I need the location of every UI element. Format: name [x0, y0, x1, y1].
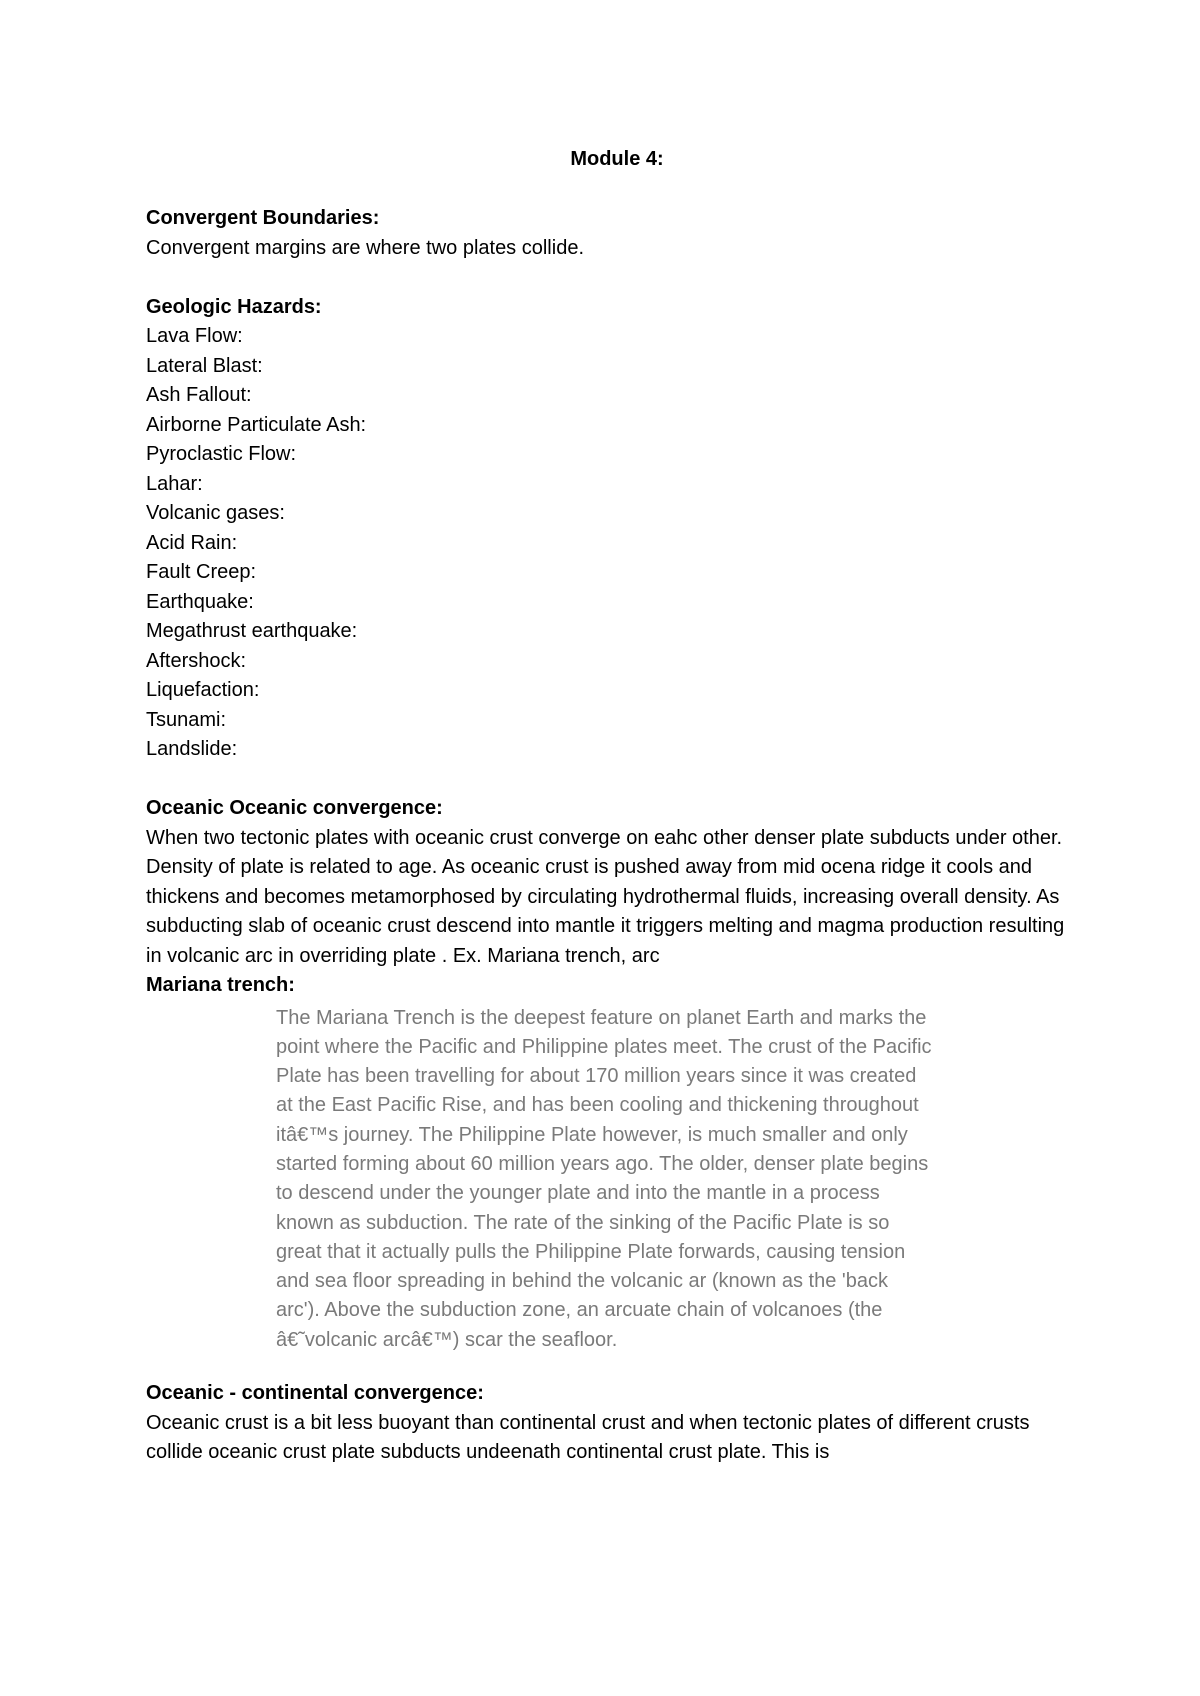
- hazard-item: Ash Fallout:: [146, 384, 252, 406]
- spacer: [146, 263, 1066, 293]
- convergent-boundaries-heading: Convergent Boundaries:: [146, 207, 380, 229]
- hazard-item: Megathrust earthquake:: [146, 620, 358, 642]
- convergent-boundaries-section: [146, 204, 1066, 263]
- geologic-hazards-heading: Geologic Hazards:: [146, 295, 322, 318]
- hazard-item: Earthquake:: [146, 590, 254, 613]
- geologic-hazards-section: [146, 293, 1066, 765]
- hazard-item: Landslide:: [146, 738, 238, 760]
- oceanic-continental-text: Oceanic crust is a bit less buoyant than continental crust and when tectonic plates of different crusts collide oceanic crust plate subducts undeenath continental crust plate. This is: [146, 1411, 1030, 1464]
- hazard-item: Acid Rain:: [146, 531, 238, 554]
- document-content: [146, 145, 1066, 1468]
- mariana-trench-quote: The Mariana Trench is the deepest feature on planet Earth and marks the point where the Pacific and Philippine plates meet. The crust of the Pacific Plate has been travelling for about 170 million years since it was created at the East Pacific Rise, and has been cooling and thickening throughout itâ€™s journey. The Philippine Plate however, is much smaller and only started forming about 60 million years ago. The older, denser plate begins to descend under the younger plate and into the mantle in a process known as subduction. The rate of the sinking of the Pacific Plate is so great that it actually pulls the Philippine Plate forwards, causing tension and sea floor spreading in behind the volcanic ar (known as the 'back arc'). Above the subduction zone, an arcuate chain of volcanoes (the â€˜volcanic arcâ€™) scar the seafloor.: [276, 1006, 932, 1351]
- convergent-boundaries-text: Convergent margins are where two plates collide.: [146, 236, 584, 259]
- mariana-trench-section: [146, 971, 1066, 1355]
- mariana-trench-heading: Mariana trench:: [146, 974, 295, 996]
- hazard-item: Liquefaction:: [146, 679, 260, 701]
- hazard-item: Tsunami:: [146, 708, 227, 731]
- hazard-item: Fault Creep:: [146, 561, 257, 583]
- spacer: [146, 765, 1066, 795]
- hazard-item: Aftershock:: [146, 649, 247, 672]
- page-title: Module 4:: [570, 148, 664, 170]
- hazard-item: Lava Flow:: [146, 325, 243, 347]
- spacer: [146, 1355, 1066, 1379]
- hazard-item: Lateral Blast:: [146, 354, 263, 377]
- oceanic-continental-heading: Oceanic - continental convergence:: [146, 1382, 484, 1405]
- spacer: [146, 175, 1066, 205]
- oceanic-oceanic-heading: Oceanic Oceanic convergence:: [146, 797, 443, 819]
- oceanic-continental-section: [146, 1379, 1066, 1468]
- hazard-item: Pyroclastic Flow:: [146, 443, 297, 465]
- hazard-item: Airborne Particulate Ash:: [146, 413, 367, 436]
- hazard-list: [146, 322, 1066, 765]
- hazard-item: Volcanic gases:: [146, 502, 285, 524]
- oceanic-oceanic-text: When two tectonic plates with oceanic crust converge on eahc other denser plate subducts under other. Density of plate is related to age. As oceanic crust is pushed away from mid ocena ridge it cools and thickens and becomes metamorphosed by circulating hydrothermal fluids, increasing overall density. As subducting slab of oceanic crust descend into mantle it triggers melting and magma production resulting in volcanic arc in overriding plate . Ex. Mariana trench, arc: [146, 826, 1065, 967]
- oceanic-oceanic-section: [146, 794, 1066, 971]
- hazard-item: Lahar:: [146, 472, 203, 495]
